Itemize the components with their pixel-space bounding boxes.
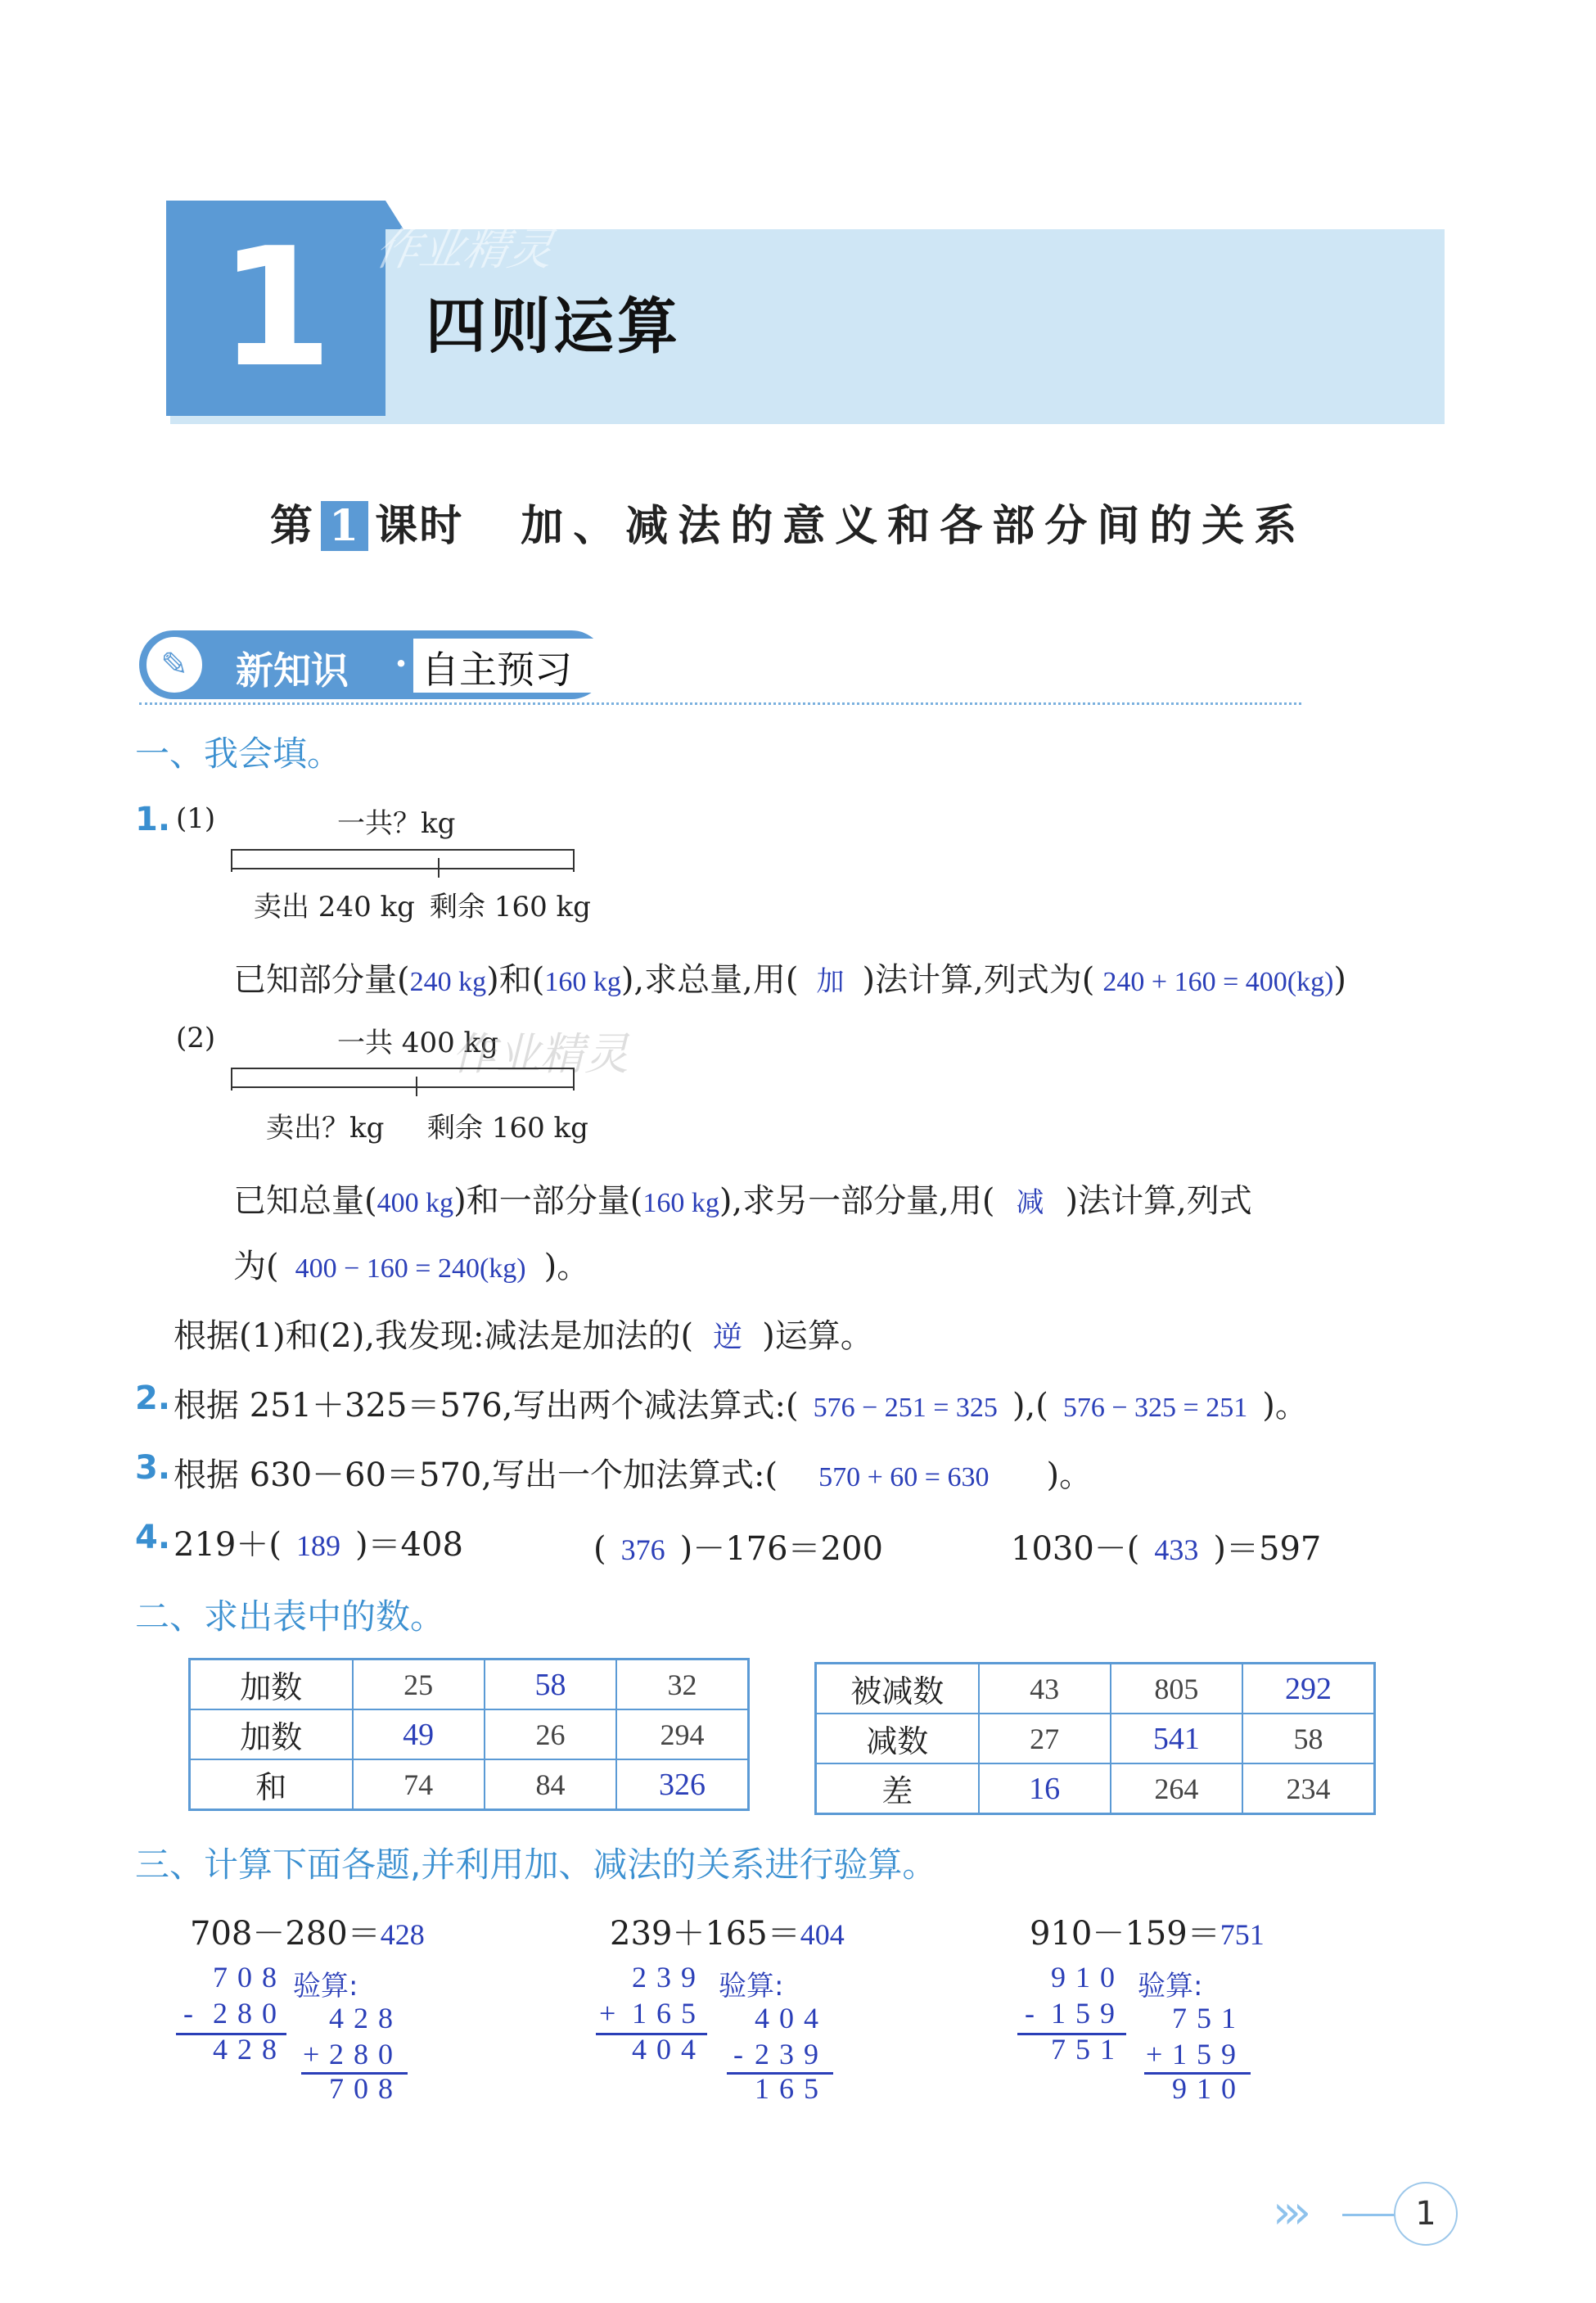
vertical-mid: 280 [213,1997,286,2030]
chapter-title: 四则运算 [426,291,681,362]
check-result: 708 [329,2072,403,2105]
check-mid: 280 [329,2038,403,2070]
section-dot: · [394,641,408,685]
q1-sub2-sentence: 已知总量(400 kg)和一部分量(160 kg),求另一部分量,用( 减 )法计算,列式 [233,1182,1252,1220]
table-cell: 26 [485,1709,616,1759]
table-row [190,1660,749,1710]
row-label: 差 [816,1763,979,1814]
pencil-note-icon: ✎ [144,634,205,695]
row-label: 被减数 [816,1664,979,1714]
part3-heading: 三、计算下面各题,并利用加、减法的关系进行验算。 [135,1845,937,1885]
row-label: 加数 [190,1660,353,1710]
answer-cell: 49 [353,1709,485,1759]
answer: 加 [816,967,845,997]
row-label: 和 [190,1759,353,1810]
vertical-op: - [1025,1997,1044,2030]
check-top: 751 [1172,2002,1246,2034]
section-subtitle: 自主预习 [422,648,572,692]
check-label: 验算: [1138,1970,1203,2003]
table-cell: 27 [979,1714,1111,1763]
q3-sentence: 根据 630－60＝570,写出一个加法算式:( 570 + 60 = 630 )。 [174,1456,1093,1494]
watermark: 作业精灵 [371,224,557,275]
vertical-result: 404 [632,2033,706,2066]
segment-line [231,1086,575,1088]
table-cell: 234 [1242,1763,1374,1814]
vertical-result: 428 [213,2033,286,2066]
segment-line [231,868,575,869]
row-label: 减数 [816,1714,979,1763]
check-label: 验算: [719,1970,784,2003]
vertical-mid: 165 [632,1997,706,2030]
subtraction-table [814,1662,1376,1815]
q1-sub2-top-label: 一共 400 kg [337,1027,498,1059]
answer: 160 kg [544,967,621,997]
check-top: 428 [329,2002,403,2034]
segment-tick [438,858,440,878]
answer: 240 + 160 = 400(kg) [1102,967,1334,997]
footer-line [1342,2214,1395,2216]
table-cell: 25 [353,1660,485,1710]
part1-heading: 一、我会填。 [135,734,342,774]
q1-sub2-label: (2) [176,1022,216,1054]
answer: 404 [800,1918,845,1951]
answer: 160 kg [642,1188,719,1218]
q4-expr-3: 1030－( 433 )＝597 [1011,1530,1322,1568]
answer: 逆 [713,1321,743,1353]
answer: 减 [1016,1188,1044,1218]
table-cell: 74 [353,1759,485,1810]
table-row [816,1714,1375,1763]
q1-sub1-sold: 卖出 240 kg [254,891,415,923]
q2-number: 2. [135,1380,171,1417]
check-mid: 239 [755,2038,828,2070]
table-row [816,1763,1375,1814]
answer: 400 − 160 = 240(kg) [295,1253,526,1284]
answer-cell: 541 [1111,1714,1242,1763]
q1-sub1-remain: 剩余 160 kg [430,891,591,923]
q1-sub1-sentence: 已知部分量(240 kg)和(160 kg),求总量,用( 加 )法计算,列式为( 240 + 160 = 400(kg)) [233,961,1347,999]
answer: 189 [295,1529,340,1562]
segment-tick [573,849,575,872]
lesson-suffix: 课时 [375,501,464,551]
table-cell: 84 [485,1759,616,1810]
table-cell: 264 [1111,1763,1242,1814]
problem-1-expr: 708－280＝428 [190,1915,425,1953]
table-cell: 805 [1111,1664,1242,1714]
addition-table [188,1658,750,1811]
answer: 576 − 251 = 325 [813,1393,998,1423]
problem-3-expr: 910－159＝751 [1030,1915,1265,1953]
q1-sub1-top-label: 一共？kg [337,807,456,840]
segment-tick [231,1068,232,1091]
answer: 376 [620,1533,665,1566]
table-cell: 32 [616,1660,748,1710]
segment-tick [573,1068,575,1091]
check-result: 910 [1172,2072,1246,2105]
answer-cell: 16 [979,1763,1111,1814]
vertical-top: 708 [213,1961,286,1994]
q1-sub2-sentence-cont: 为( 400 − 160 = 240(kg) )。 [233,1248,590,1285]
vertical-mid: 159 [1051,1997,1125,2030]
section-title: 新知识 [236,648,349,693]
table-cell: 294 [616,1709,748,1759]
check-op: + [303,2038,330,2070]
brace-top-line [231,1068,575,1069]
check-top: 404 [755,2002,828,2034]
answer: 400 kg [376,1188,454,1218]
brace-top-line [231,849,575,851]
q4-expr-1: 219＋( 189 )＝408 [174,1526,463,1564]
check-result: 165 [755,2072,828,2105]
table-cell: 58 [1242,1714,1374,1763]
table-row [190,1759,749,1810]
answer-cell: 326 [616,1759,748,1810]
q1-finding: 根据(1)和(2),我发现:减法是加法的( 逆 )运算。 [174,1317,873,1355]
lesson-heading [270,491,1306,553]
table-row [190,1709,749,1759]
check-label: 验算: [293,1970,358,2003]
lesson-number: 1 [321,501,368,551]
dotted-divider [139,702,1301,705]
answer: 428 [380,1918,425,1951]
arrows-icon: ››› [1273,2186,1304,2239]
segment-tick [416,1077,417,1096]
answer-cell: 292 [1242,1664,1374,1714]
q4-number: 4. [135,1519,171,1556]
vertical-op: + [599,1997,626,2030]
part2-heading: 二、求出表中的数。 [135,1596,445,1637]
watermark: 作业精灵 [452,1028,629,1080]
check-op: + [1146,2038,1173,2070]
check-op: - [733,2038,753,2070]
answer: 570 + 60 = 630 [818,1462,990,1492]
answer: 433 [1154,1533,1199,1566]
q1-sub2-sold: 卖出？kg [266,1112,385,1145]
page-number: 1 [1394,2182,1458,2246]
table-cell: 43 [979,1664,1111,1714]
vertical-op: - [183,1997,203,2030]
chapter-number: 1 [219,213,333,404]
problem-2-expr: 239＋165＝404 [610,1915,845,1953]
lesson-prefix: 第 [270,501,315,551]
q3-number: 3. [135,1449,171,1487]
answer: 240 kg [409,967,487,997]
q1-number: 1. [135,801,171,838]
row-label: 加数 [190,1709,353,1759]
segment-tick [231,849,232,872]
q4-expr-2: ( 376 )－176＝200 [593,1530,883,1568]
answer-cell: 58 [485,1660,616,1710]
vertical-top: 239 [632,1961,706,1994]
check-mid: 159 [1172,2038,1246,2070]
table-row [816,1664,1375,1714]
vertical-top: 910 [1051,1961,1125,1994]
answer: 576 − 325 = 251 [1062,1393,1248,1423]
q1-sub2-remain: 剩余 160 kg [427,1112,588,1145]
answer: 751 [1220,1918,1265,1951]
lesson-topic: 加、减法的意义和各部分间的关系 [521,501,1307,551]
q2-sentence: 根据 251＋325＝576,写出两个减法算式:( 576 − 251 = 325 ),( 576 − 325 = 251 )。 [174,1387,1308,1425]
q1-sub1-label: (1) [176,802,216,835]
vertical-result: 751 [1051,2033,1125,2066]
